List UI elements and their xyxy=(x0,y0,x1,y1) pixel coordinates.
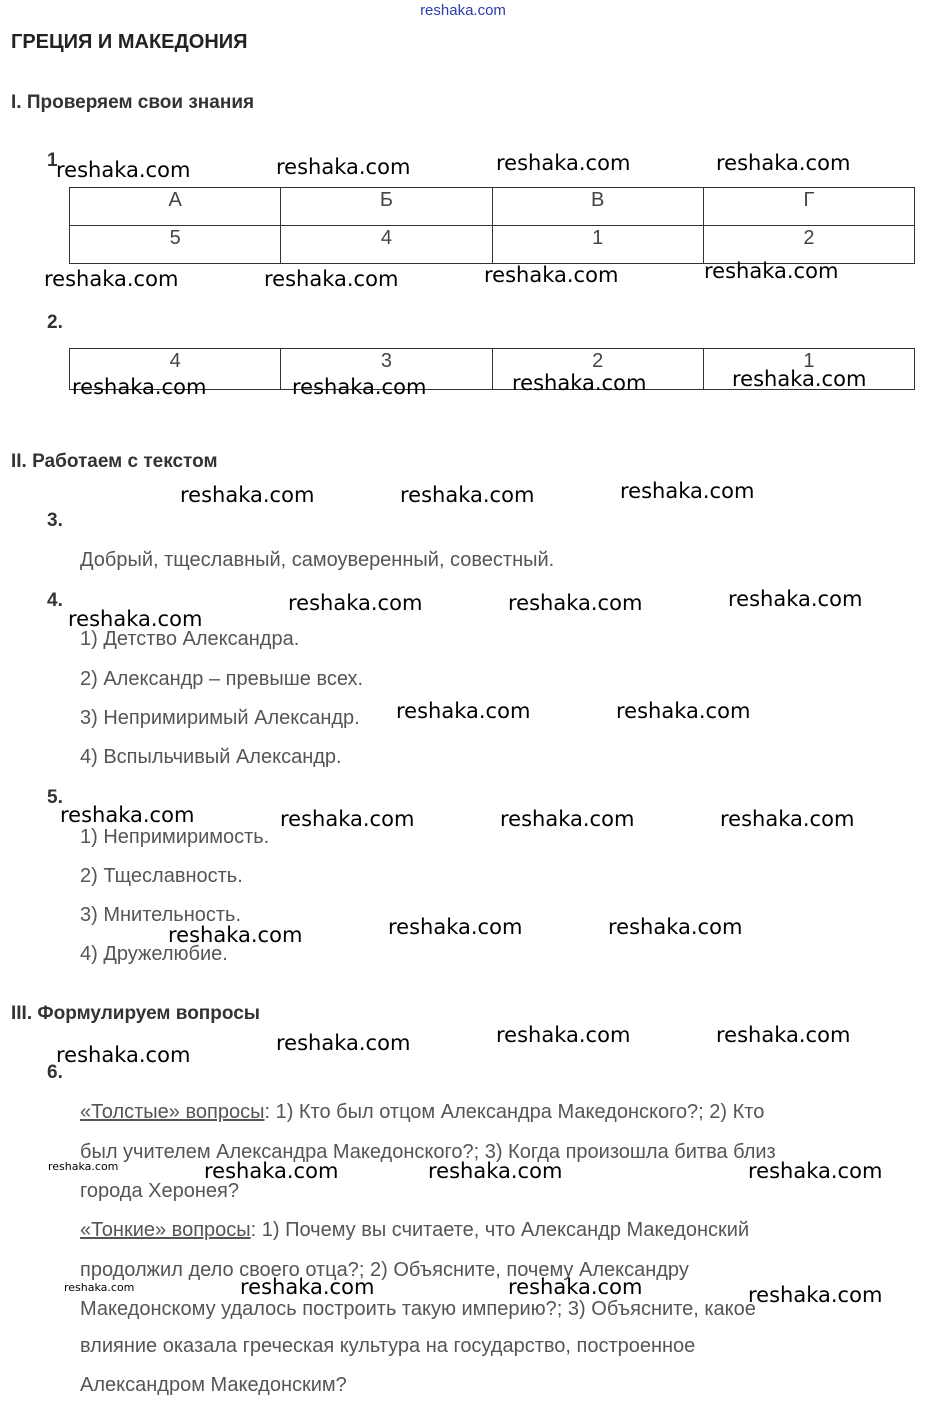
task-4-item: 3) Непримиримый Александр. xyxy=(80,707,360,729)
watermark: reshaka.com xyxy=(56,1043,191,1067)
task-2-number: 2. xyxy=(47,312,63,333)
task-2-value-cell: 3 xyxy=(281,349,492,390)
thin-questions-line: Македонскому удалось построить такую империю?; 3) Объясните, какое xyxy=(80,1298,756,1320)
task-2-value-cell: 4 xyxy=(70,349,281,390)
watermark: reshaka.com xyxy=(56,158,191,182)
thick-questions-line xyxy=(80,1101,764,1124)
watermark: reshaka.com xyxy=(288,591,423,615)
task-4-item: 1) Детство Александра. xyxy=(80,628,300,650)
watermark: reshaka.com xyxy=(484,263,619,287)
watermark: reshaka.com xyxy=(720,807,855,831)
thick-questions-line: был учителем Александра Македонского?; 3) Когда произошла битва близ xyxy=(80,1141,776,1163)
thin-questions-line: Александром Македонским? xyxy=(80,1374,347,1396)
thick-questions-label: «Толстые» вопросы xyxy=(80,1101,265,1123)
watermark: reshaka.com xyxy=(748,1159,883,1183)
task-5-item: 3) Мнительность. xyxy=(80,904,242,926)
task-1-value-cell: 2 xyxy=(703,226,914,264)
thin-questions-line: продолжил дело своего отца?; 2) Объясните, почему Александру xyxy=(80,1259,689,1281)
task-2-value-cell: 1 xyxy=(703,349,914,390)
thin-questions-line: влияние оказала греческая культура на государство, построенное xyxy=(80,1335,696,1357)
task-1-header-cell: А xyxy=(70,188,281,226)
watermark: reshaka.com xyxy=(68,607,203,631)
task-5-item: 1) Непримиримость. xyxy=(80,826,270,848)
watermark: reshaka.com xyxy=(496,1023,631,1047)
thick-questions-line: города Херонея? xyxy=(80,1180,239,1202)
task-1-header-cell: Б xyxy=(281,188,492,226)
watermark: reshaka.com xyxy=(620,479,755,503)
section-3-heading: III. Формулируем вопросы xyxy=(11,1003,261,1024)
task-1-value-cell: 4 xyxy=(281,226,492,264)
watermark: reshaka.com xyxy=(496,151,631,175)
watermark: reshaka.com xyxy=(72,375,207,399)
watermark: reshaka.com xyxy=(500,807,635,831)
watermark: reshaka.com xyxy=(280,807,415,831)
watermark: reshaka.com xyxy=(204,1159,339,1183)
top-watermark: reshaka.com xyxy=(420,2,506,19)
watermark-small: reshaka.com xyxy=(64,1281,135,1294)
watermark: reshaka.com xyxy=(400,483,535,507)
task-1-value-cell: 5 xyxy=(70,226,281,264)
section-2-heading: II. Работаем с текстом xyxy=(11,451,218,472)
task-3-answer: Добрый, тщеславный, самоуверенный, совестный. xyxy=(80,549,555,571)
watermark: reshaka.com xyxy=(276,1031,411,1055)
task-5-item: 4) Дружелюбие. xyxy=(80,943,228,965)
task-1-header-cell: В xyxy=(492,188,703,226)
watermark: reshaka.com xyxy=(240,1275,375,1299)
task-4-item: 2) Александр – превыше всех. xyxy=(80,668,364,690)
task-2-value-cell: 2 xyxy=(492,349,703,390)
thin-questions-line xyxy=(80,1219,749,1242)
watermark: reshaka.com xyxy=(168,923,303,947)
watermark: reshaka.com xyxy=(608,915,743,939)
watermark: reshaka.com xyxy=(388,915,523,939)
watermark: reshaka.com xyxy=(512,371,647,395)
task-6-number: 6. xyxy=(47,1062,63,1083)
task-1-header-row xyxy=(70,188,915,226)
task-5-item: 2) Тщеславность. xyxy=(80,865,243,887)
watermark: reshaka.com xyxy=(428,1159,563,1183)
task-4-item: 4) Вспыльчивый Александр. xyxy=(80,746,342,768)
watermark: reshaka.com xyxy=(264,267,399,291)
watermark: reshaka.com xyxy=(180,483,315,507)
page-title: ГРЕЦИЯ И МАКЕДОНИЯ xyxy=(11,31,248,53)
thick-questions-text: : 1) Кто был отцом Александра Македонского?; 2) Кто xyxy=(264,1101,765,1123)
task-1-table xyxy=(69,187,915,264)
thin-questions-label: «Тонкие» вопросы xyxy=(80,1219,251,1241)
watermark: reshaka.com xyxy=(396,699,531,723)
watermark: reshaka.com xyxy=(732,367,867,391)
watermark: reshaka.com xyxy=(508,1275,643,1299)
watermark: reshaka.com xyxy=(276,155,411,179)
watermark: reshaka.com xyxy=(60,803,195,827)
thin-questions-text: : 1) Почему вы считаете, что Александр Македонский xyxy=(250,1219,750,1241)
watermark: reshaka.com xyxy=(616,699,751,723)
task-1-header-cell: Г xyxy=(703,188,914,226)
watermark: reshaka.com xyxy=(292,375,427,399)
watermark: reshaka.com xyxy=(716,151,851,175)
task-4-number: 4. xyxy=(47,590,63,611)
watermark: reshaka.com xyxy=(728,587,863,611)
watermark: reshaka.com xyxy=(748,1283,883,1307)
task-1-number: 1 xyxy=(47,150,58,171)
section-1-heading: I. Проверяем свои знания xyxy=(11,92,255,113)
task-5-number: 5. xyxy=(47,787,63,808)
watermark-small: reshaka.com xyxy=(48,1160,119,1173)
watermark: reshaka.com xyxy=(44,267,179,291)
task-1-value-cell: 1 xyxy=(492,226,703,264)
watermark: reshaka.com xyxy=(704,259,839,283)
task-1-value-row xyxy=(70,226,915,264)
watermark: reshaka.com xyxy=(508,591,643,615)
task-3-number: 3. xyxy=(47,510,63,531)
watermark: reshaka.com xyxy=(716,1023,851,1047)
